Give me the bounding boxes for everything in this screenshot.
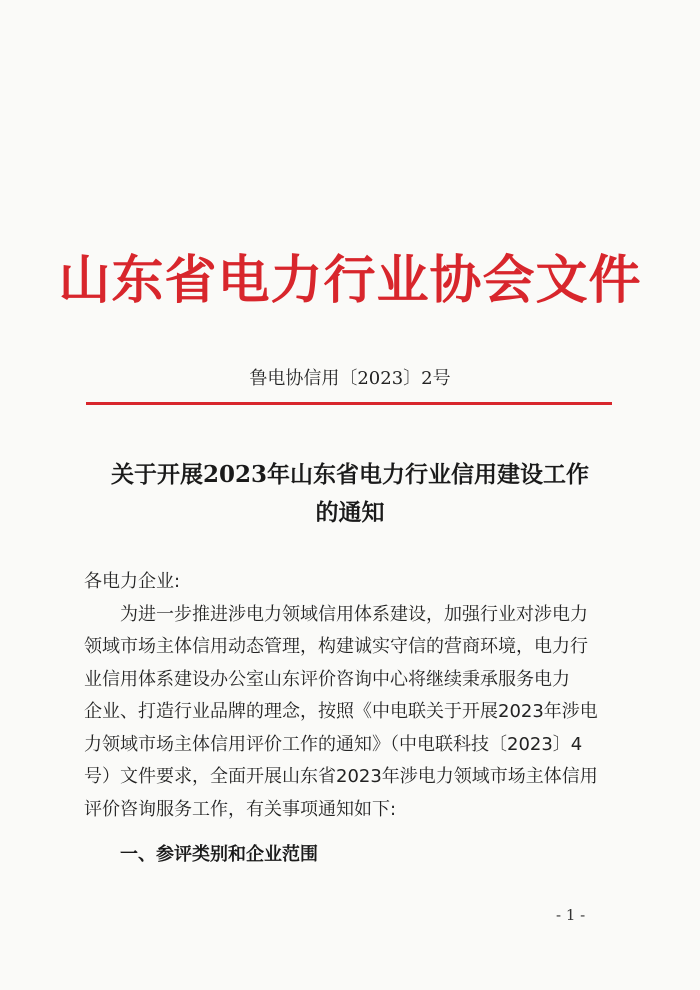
salutation: 各电力企业:	[84, 571, 181, 592]
section-heading: 一、参评类别和企业范围	[120, 844, 318, 865]
paragraph-line: 业信用体系建设办公室山东评价咨询中心将继续秉承服务电力	[84, 668, 570, 690]
paragraph-line: 力领域市场主体信用评价工作的通知》（中电联科技〔2023〕4	[84, 733, 583, 755]
paragraph-line: 领域市场主体信用动态管理，构建诚实守信的营商环境，电力行	[84, 636, 588, 657]
paragraph-line: 为进一步推进涉电力领域信用体系建设，加强行业对涉电力	[120, 603, 588, 625]
issuer-header-title: 山东省电力行业协会文件	[58, 250, 642, 311]
paragraph-line: 评价咨询服务工作，有关事项通知如下:	[84, 798, 397, 820]
red-divider-line	[86, 402, 612, 405]
notice-title	[0, 456, 700, 532]
notice-title-line-2: 的通知	[315, 499, 385, 526]
paragraph-line: 号）文件要求，全面开展山东省2023年涉电力领域市场主体信用	[84, 766, 598, 787]
page-number: - 1 -	[556, 906, 586, 924]
paragraph-line: 企业、打造行业品牌的理念，按照《中电联关于开展2023年涉电	[84, 701, 598, 722]
notice-body	[84, 566, 624, 826]
document-number: 鲁电协信用〔2023〕2号	[249, 368, 451, 389]
notice-title-line-1: 关于开展2023年山东省电力行业信用建设工作	[110, 461, 589, 488]
